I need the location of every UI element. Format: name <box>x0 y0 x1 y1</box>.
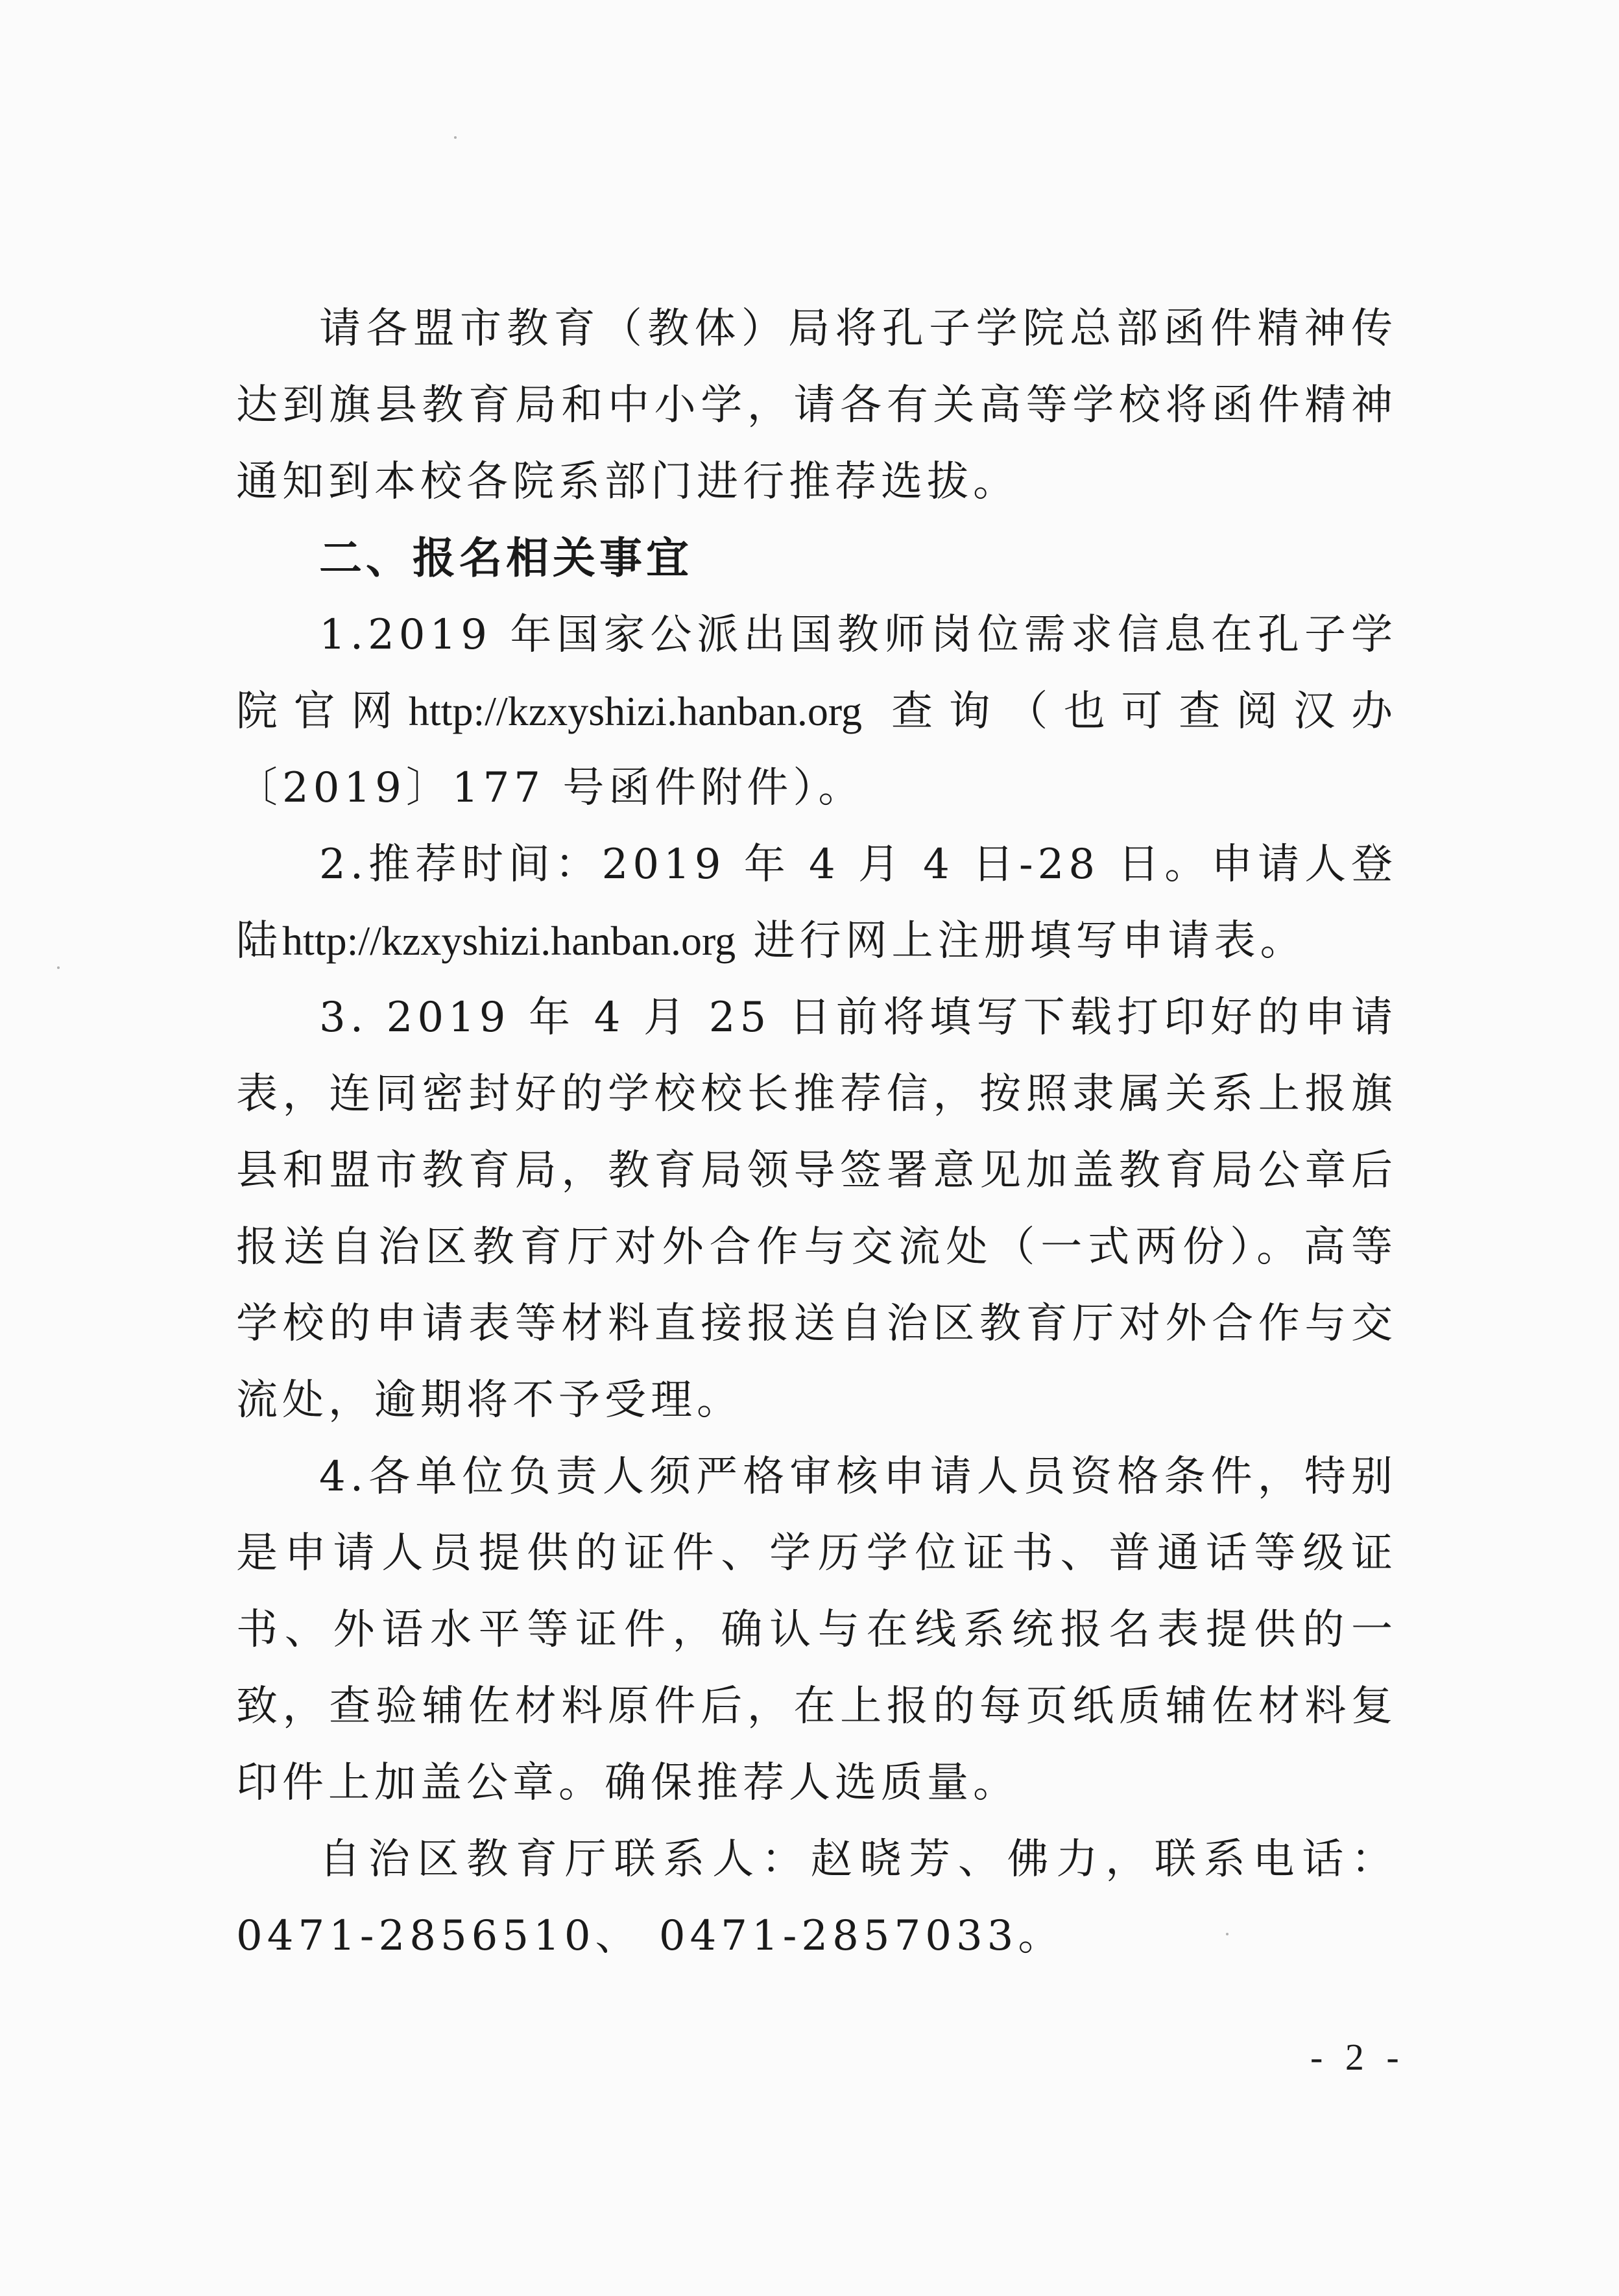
scan-speck <box>57 966 60 969</box>
item-1-url: http://kzxyshizi.hanban.org <box>408 688 863 734</box>
item-2 <box>236 826 1397 979</box>
item-1 <box>236 597 1397 826</box>
item-2-url: http://kzxyshizi.hanban.org <box>282 918 736 964</box>
item-2-text: 2.推荐时间：2019 年 4 月 4 日-28 日。申请人登陆 <box>236 841 1397 965</box>
contact-info: 自治区教育厅联系人：赵晓芳、佛力，联系电话：0471-2856510、 0471-2857033。 <box>236 1836 1397 1960</box>
item-1-text: 1.2019 年国家公派出国教师岗位需求信息在孔子学院官网 <box>236 611 1397 735</box>
item-2-text-cont: 进行网上注册填写申请表。 <box>736 917 1306 965</box>
paragraph-notice: 请各盟市教育（教体）局将孔子学院总部函件精神传达到旗县教育局和中小学，请各有关高等学校将函件精神通知到本校各院系部门进行推荐选拔。 <box>236 305 1397 506</box>
item-4: 4.各单位负责人须严格审核申请人员资格条件，特别是申请人员提供的证件、学历学位证书、普通话等级证书、外语水平等证件，确认与在线系统报名表提供的一致，查验辅佐材料原件后，在上报的每页纸质辅佐材料复印件上加盖公章。确保推荐人选质量。 <box>236 1453 1397 1807</box>
item-3: 3. 2019 年 4 月 25 日前将填写下载打印好的申请表，连同密封好的学校校长推荐信，按照隶属关系上报旗县和盟市教育局，教育局领导签署意见加盖教育局公章后报送自治区教育厅对外合作与交流处（一式两份）。高等学校的申请表等材料直接报送自治区教育厅对外合作与交流处，逾期将不予受理。 <box>236 994 1397 1424</box>
scan-speck <box>454 136 457 139</box>
page-number: - 2 - <box>1310 2036 1406 2078</box>
item-1-text-cont: 查询（也可查阅汉办〔2019〕177 号函件附件）。 <box>236 688 1397 812</box>
document-body <box>236 291 1397 1974</box>
section-heading: 二、报名相关事宜 <box>319 533 693 583</box>
scan-speck <box>1226 1933 1229 1935</box>
